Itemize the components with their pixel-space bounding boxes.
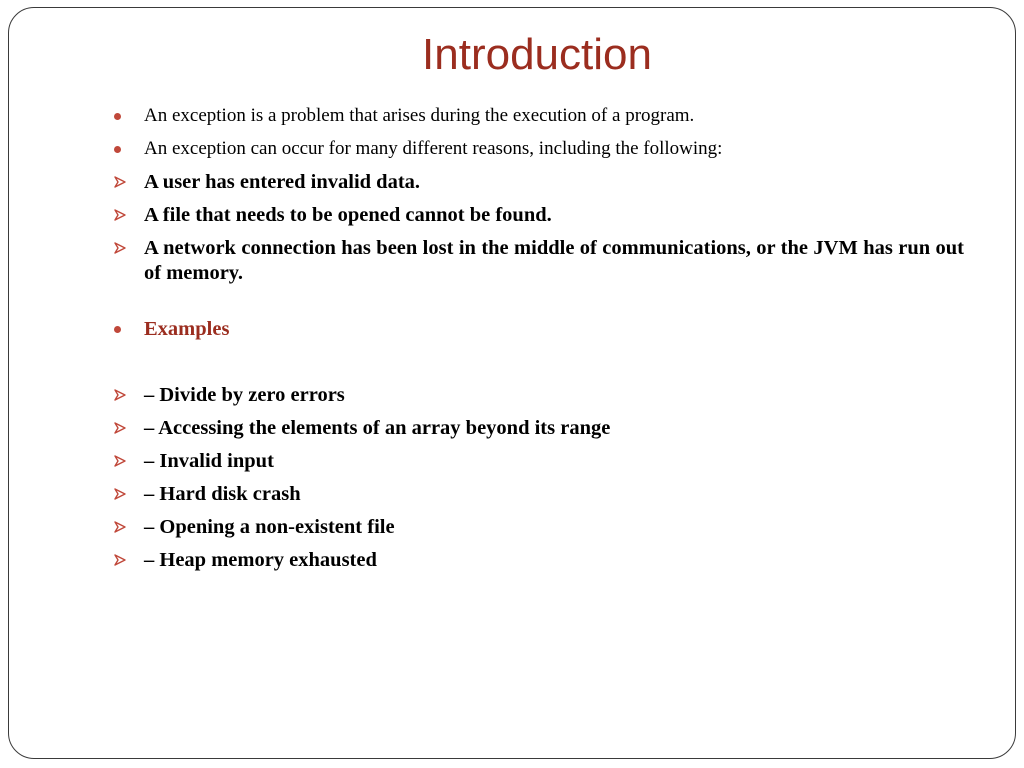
- arrow-bullet-icon: [113, 241, 127, 255]
- list-item: [112, 383, 964, 408]
- list-item: [112, 449, 964, 474]
- list-item: [112, 416, 964, 441]
- list-item: [112, 137, 964, 161]
- list-item-text: – Divide by zero errors: [144, 384, 345, 406]
- dot-bullet-icon: [114, 326, 121, 333]
- list-item: [112, 548, 964, 573]
- arrow-bullet-icon: [113, 520, 127, 534]
- list-item: [112, 170, 964, 195]
- arrow-bullet-icon: [113, 487, 127, 501]
- list-item-text: – Accessing the elements of an array beyond its range: [144, 417, 611, 439]
- list-item-text: – Hard disk crash: [144, 483, 301, 505]
- arrow-bullet-icon: [113, 553, 127, 567]
- list-item-text: A user has entered invalid data.: [144, 171, 421, 193]
- arrow-bullet-icon: [113, 175, 127, 189]
- list-item-text: – Invalid input: [144, 450, 274, 472]
- list-item-text: An exception can occur for many different reasons, including the following:: [144, 138, 723, 159]
- list-item-text: A file that needs to be opened cannot be found.: [144, 204, 552, 226]
- list-item: [112, 515, 964, 540]
- dot-bullet-icon: [114, 146, 121, 153]
- list-item-text: An exception is a problem that arises during the execution of a program.: [144, 105, 695, 126]
- arrow-bullet-icon: [113, 388, 127, 402]
- list-item-text: – Opening a non-existent file: [144, 516, 395, 538]
- arrow-bullet-icon: [113, 454, 127, 468]
- slide-title: Introduction: [422, 30, 652, 79]
- examples-heading-text: Examples: [144, 318, 230, 340]
- list-item: [112, 236, 964, 286]
- dot-bullet-icon: [114, 113, 121, 120]
- list-item: [112, 203, 964, 228]
- arrow-bullet-icon: [113, 421, 127, 435]
- list-item: [112, 482, 964, 507]
- arrow-bullet-icon: [113, 208, 127, 222]
- list-item-text: – Heap memory exhausted: [144, 549, 377, 571]
- slide-content: [112, 104, 964, 581]
- examples-heading: [112, 317, 964, 342]
- list-item-text: A network connection has been lost in the middle of communications, or the JVM has run out of memory.: [144, 237, 964, 284]
- list-item: [112, 104, 964, 128]
